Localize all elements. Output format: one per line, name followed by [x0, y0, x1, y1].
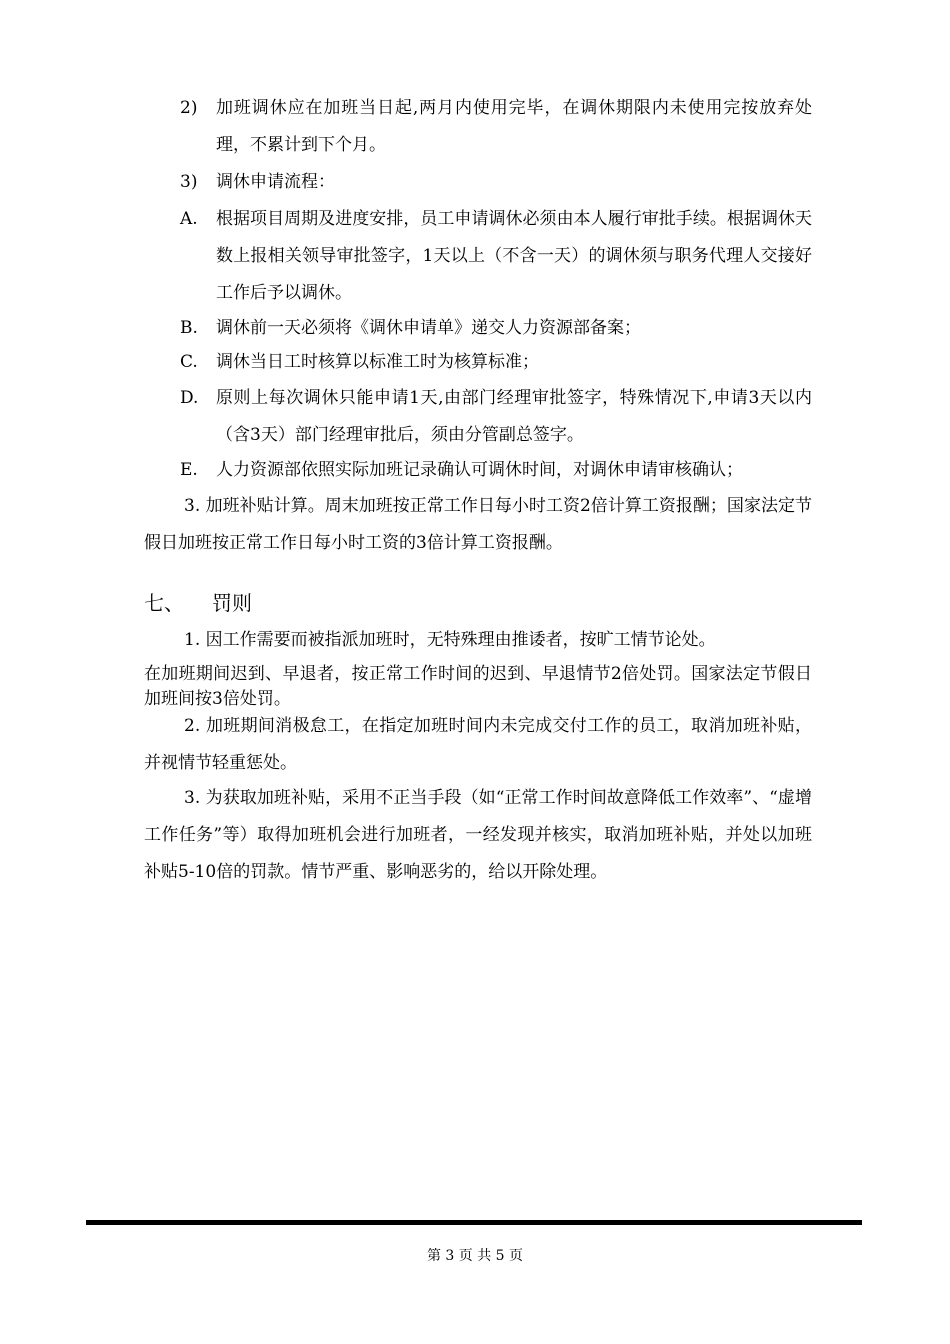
list-item [180, 164, 812, 201]
list-marker: E. [180, 460, 198, 480]
list-marker: C. [180, 352, 198, 372]
list-text: 调休当日工时核算以标准工时为核算标准； [216, 352, 539, 372]
list-marker: D. [180, 388, 199, 408]
list-marker: A. [180, 209, 198, 229]
list-item [180, 201, 812, 312]
list-marker: 2) [180, 98, 198, 118]
penalty-paragraph-3: 3. 为获取加班补贴，采用不正当手段（如“正常工作时间故意降低工作效率”、“虚增工作任务”等）取得加班机会进行加班者，一经发现并核实，取消加班补贴，并处以加班补贴5-10倍的罚款。情节严重、影响恶劣的，给以开除处理。 [144, 788, 812, 882]
list-marker: 3) [180, 172, 198, 192]
list-item [180, 90, 812, 164]
page-number: 第 3 页 共 5 页 [426, 1248, 524, 1264]
section-number: 七、 [144, 591, 184, 615]
list-item [180, 310, 812, 347]
section-heading [144, 586, 252, 620]
list-item [180, 380, 812, 454]
penalty-paragraph-1-continued: 在加班期间迟到、早退者，按正常工作时间的迟到、早退情节2倍处罚。国家法定节假日加班间按3倍处罚。 [144, 664, 812, 709]
list-marker: B. [180, 318, 198, 338]
list-item [180, 452, 812, 489]
section-title: 罚则 [212, 591, 252, 615]
penalty-paragraph-2: 2. 加班期间消极怠工，在指定加班时间内未完成交付工作的员工，取消加班补贴，并视情节轻重惩处。 [144, 716, 812, 773]
list-text: 人力资源部依照实际加班记录确认可调休时间，对调休申请审核确认； [216, 460, 743, 480]
footer-divider [86, 1220, 862, 1225]
penalty-paragraph-1: 1. 因工作需要而被指派加班时，无特殊理由推诿者，按旷工情节论处。 [184, 630, 716, 650]
list-text: 调休前一天必须将《调休申请单》递交人力资源部备案； [216, 318, 641, 338]
list-text: 原则上每次调休只能申请1天,由部门经理审批签字，特殊情况下,申请3天以内（含3天）部门经理审批后，须由分管副总签字。 [216, 388, 812, 445]
list-item [180, 344, 812, 381]
list-text: 调休申请流程： [216, 172, 335, 192]
overtime-pay-paragraph: 3. 加班补贴计算。周末加班按正常工作日每小时工资2倍计算工资报酬；国家法定节假日加班按正常工作日每小时工资的3倍计算工资报酬。 [144, 496, 812, 553]
list-text: 根据项目周期及进度安排，员工申请调休必须由本人履行审批手续。根据调休天数上报相关领导审批签字，1天以上（不含一天）的调休须与职务代理人交接好工作后予以调休。 [216, 209, 812, 303]
list-text: 加班调休应在加班当日起,两月内使用完毕，在调休期限内未使用完按放弃处理，不累计到下个月。 [216, 98, 812, 155]
